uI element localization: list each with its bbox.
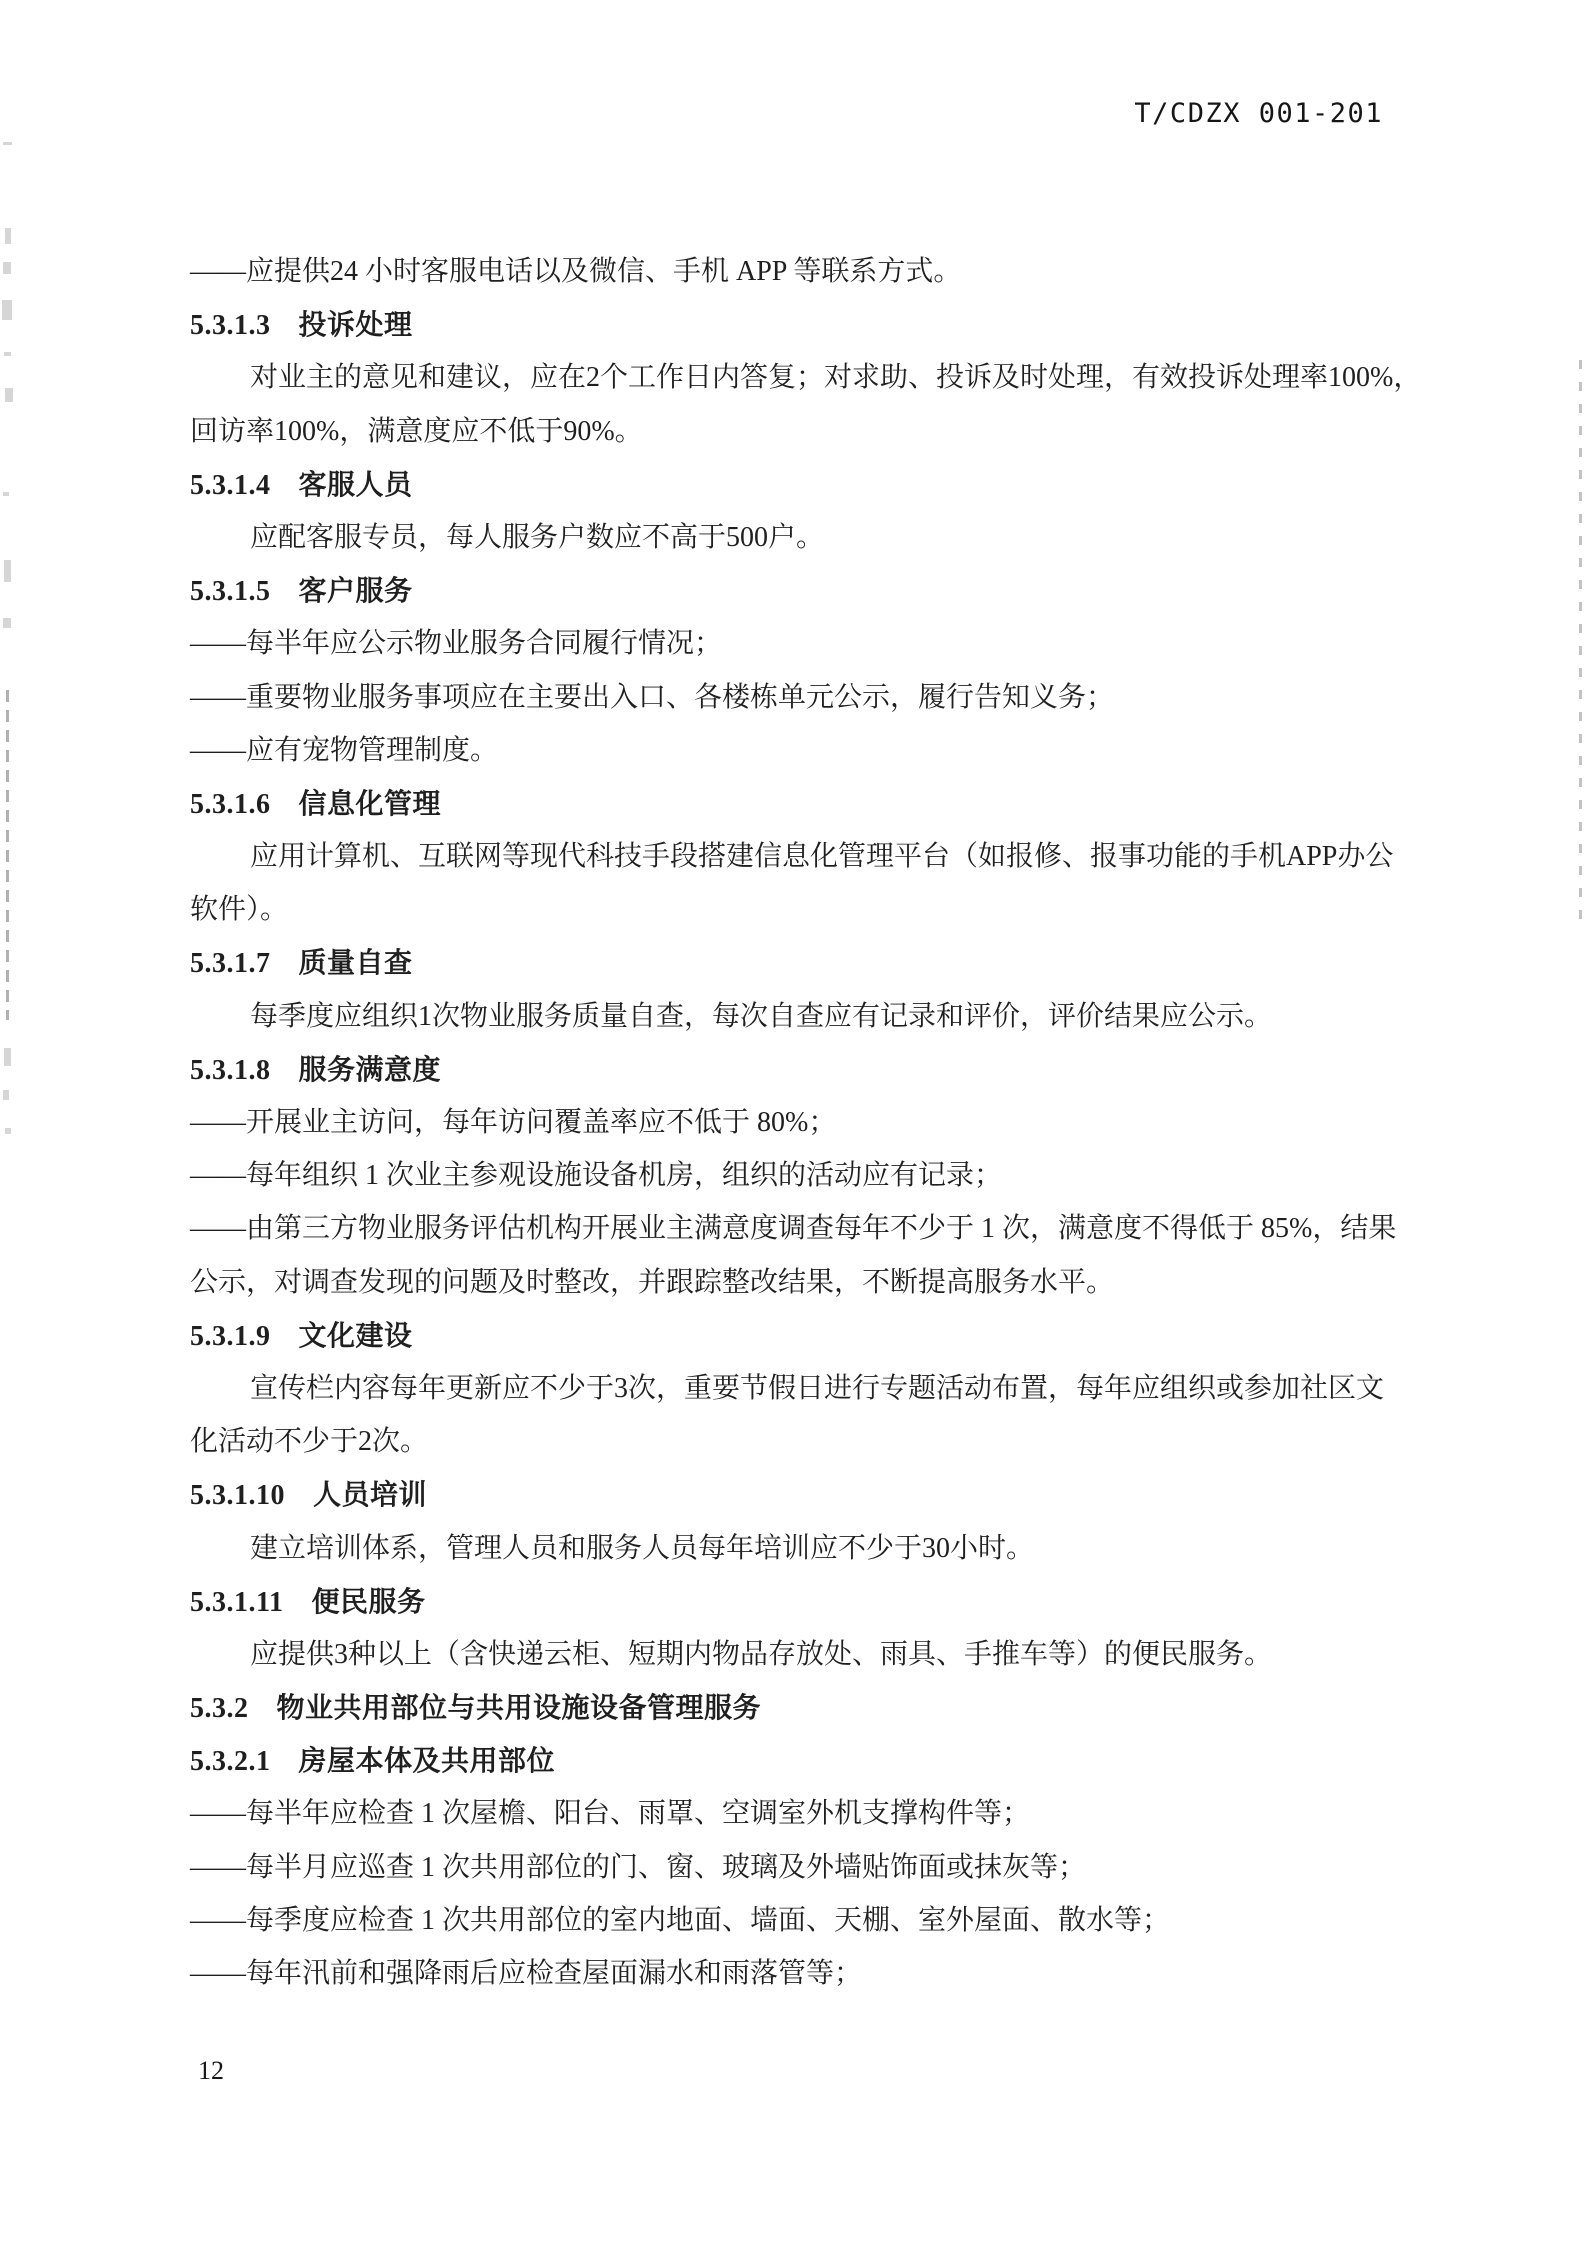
paragraph-line: 公示，对调查发现的问题及时整改，并跟踪整改结果，不断提高服务水平。 — [190, 1266, 1115, 1298]
standard-number: T/CDZX 001-201 — [1134, 98, 1383, 129]
scan-artifact — [4, 560, 11, 582]
bullet-line: ——每季度应检查 1 次共用部位的室内地面、墙面、天棚、室外屋面、散水等； — [190, 1904, 1171, 1936]
scan-artifact — [5, 388, 13, 402]
clause-number: 5.3.1.5 — [190, 576, 271, 608]
clause-number: 5.3.1.6 — [190, 788, 271, 820]
clause-title: 人员培训 — [313, 1479, 428, 1511]
paragraph-line: 对业主的意见和建议，应在2个工作日内答复；对求助、投诉及时处理，有效投诉处理率100%， — [250, 362, 1422, 394]
clause-title: 便民服务 — [311, 1585, 426, 1617]
scan-artifact — [6, 690, 9, 1020]
paragraph-line: 回访率100%，满意度应不低于90%。 — [190, 415, 643, 447]
paragraph-line: 化活动不少于2次。 — [190, 1426, 429, 1458]
clause-heading — [190, 1043, 1450, 1096]
clause-number: 5.3.1.3 — [190, 310, 271, 342]
scan-artifact — [3, 618, 11, 628]
bullet-line: ——开展业主访问，每年访问覆盖率应不低于 80%； — [190, 1107, 837, 1138]
scan-artifact — [3, 492, 9, 496]
scan-artifact — [2, 300, 12, 320]
scan-artifact — [4, 1048, 11, 1066]
scan-artifact — [3, 262, 11, 274]
bullet-line: ——重要物业服务事项应在主要出入口、各楼栋单元公示，履行告知义务； — [190, 681, 1115, 713]
clause-heading — [190, 458, 1450, 511]
scan-artifact — [5, 1128, 11, 1134]
clause-heading — [190, 1575, 1450, 1628]
bullet-line: ——应提供24 小时客服电话以及微信、手机 APP 等联系方式。 — [190, 256, 962, 287]
clause-number: 5.3.1.10 — [190, 1480, 285, 1512]
paragraph-line: 应配客服专员，每人服务户数应不高于500户。 — [250, 521, 825, 553]
clause-heading — [190, 1309, 1450, 1362]
clause-heading — [190, 1468, 1450, 1521]
scan-artifact — [4, 352, 11, 356]
clause-title: 客户服务 — [298, 575, 413, 607]
paragraph-line: 应用计算机、互联网等现代科技手段搭建信息化管理平台（如报修、报事功能的手机APP办公 — [250, 841, 1394, 873]
bullet-line: ——每半年应检查 1 次屋檐、阳台、雨罩、空调室外机支撑构件等； — [190, 1798, 1031, 1830]
scan-artifact — [5, 228, 11, 244]
clause-number: 5.3.1.9 — [190, 1320, 271, 1352]
clause-heading — [190, 298, 1450, 351]
bullet-line: ——每半年应公示物业服务合同履行情况； — [190, 628, 723, 660]
clause-heading — [190, 1734, 1450, 1787]
clause-number: 5.3.1.7 — [190, 948, 271, 980]
paragraph-line: 宣传栏内容每年更新应不少于3次，重要节假日进行专题活动布置，每年应组织或参加社区文 — [250, 1372, 1385, 1404]
scan-artifact — [3, 1090, 9, 1100]
paragraph-line: 软件）。 — [190, 894, 289, 926]
bullet-line: ——每半月应巡查 1 次共用部位的门、窗、玻璃及外墙贴饰面或抹灰等； — [190, 1851, 1087, 1883]
bullet-line: ——每年汛前和强降雨后应检查屋面漏水和雨落管等； — [190, 1958, 863, 1989]
clause-title: 服务满意度 — [298, 1053, 442, 1085]
paragraph-line: 建立培训体系，管理人员和服务人员每年培训应不少于30小时。 — [250, 1532, 1035, 1564]
clause-title: 客服人员 — [298, 468, 413, 500]
document-body — [190, 245, 1450, 2000]
clause-number: 5.3.2.1 — [190, 1746, 271, 1778]
paragraph-line: 每季度应组织1次物业服务质量自查，每次自查应有记录和评价，评价结果应公示。 — [250, 1000, 1273, 1032]
bullet-line: ——由第三方物业服务评估机构开展业主满意度调查每年不少于 1 次，满意度不得低于 85%，结果 — [190, 1213, 1397, 1245]
clause-title: 质量自查 — [298, 947, 413, 979]
clause-number: 5.3.1.8 — [190, 1054, 271, 1086]
scan-artifact — [3, 142, 12, 145]
clause-heading — [190, 777, 1450, 830]
clause-title: 信息化管理 — [298, 787, 442, 819]
bullet-line: ——每年组织 1 次业主参观设施设备机房，组织的活动应有记录； — [190, 1160, 1003, 1192]
clause-heading — [190, 1681, 1450, 1734]
clause-number: 5.3.1.4 — [190, 469, 271, 501]
bullet-line: ——应有宠物管理制度。 — [190, 734, 499, 766]
clause-title: 文化建设 — [298, 1319, 413, 1351]
page-number: 12 — [198, 2056, 224, 2085]
clause-number: 5.3.1.11 — [190, 1586, 284, 1618]
clause-heading — [190, 564, 1450, 617]
clause-title: 投诉处理 — [298, 309, 413, 341]
paragraph-line: 应提供3种以上（含快递云柜、短期内物品存放处、雨具、手推车等）的便民服务。 — [250, 1638, 1273, 1670]
scan-artifact — [1579, 360, 1582, 920]
clause-heading — [190, 936, 1450, 989]
clause-title: 房屋本体及共用部位 — [298, 1745, 556, 1777]
clause-number: 5.3.2 — [190, 1693, 249, 1725]
clause-title: 物业共用部位与共用设施设备管理服务 — [276, 1692, 762, 1724]
